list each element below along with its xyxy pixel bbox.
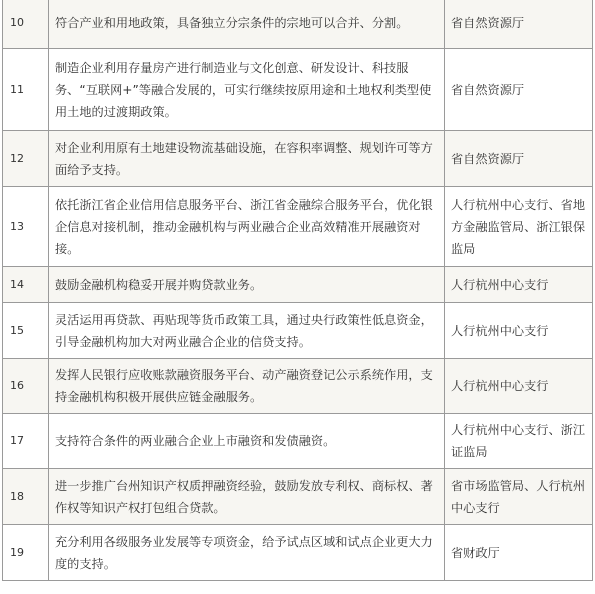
table-row	[3, 359, 593, 414]
row-number: 18	[3, 469, 49, 525]
task-cell: 对企业利用原有土地建设物流基础设施，在容积率调整、规划许可等方面给予支持。	[49, 131, 445, 187]
table-row	[3, 49, 593, 131]
department-cell: 人行杭州中心支行	[445, 267, 593, 303]
row-number: 19	[3, 525, 49, 581]
department-cell: 省自然资源厅	[445, 131, 593, 187]
row-number: 16	[3, 359, 49, 414]
department-cell: 省自然资源厅	[445, 0, 593, 49]
task-cell: 充分利用各级服务业发展等专项资金，给予试点区域和试点企业更大力度的支持。	[49, 525, 445, 581]
task-cell: 依托浙江省企业信用信息服务平台、浙江省金融综合服务平台，优化银企信息对接机制，推动金融机构与两业融合企业高效精准开展融资对接。	[49, 187, 445, 267]
task-cell: 灵活运用再贷款、再贴现等货币政策工具，通过央行政策性低息资金，引导金融机构加大对两业融合企业的信贷支持。	[49, 303, 445, 359]
task-cell: 制造企业利用存量房产进行制造业与文化创意、研发设计、科技服务、“互联网+”等融合发展的，可实行继续按原用途和土地权利类型使用土地的过渡期政策。	[49, 49, 445, 131]
table-row	[3, 0, 593, 49]
row-number: 15	[3, 303, 49, 359]
department-cell: 人行杭州中心支行	[445, 359, 593, 414]
department-cell: 人行杭州中心支行、省地方金融监管局、浙江银保监局	[445, 187, 593, 267]
row-number: 10	[3, 0, 49, 49]
task-cell: 进一步推广台州知识产权质押融资经验，鼓励发放专利权、商标权、著作权等知识产权打包组合贷款。	[49, 469, 445, 525]
row-number: 17	[3, 414, 49, 469]
table-row	[3, 267, 593, 303]
row-number: 13	[3, 187, 49, 267]
table-row	[3, 525, 593, 581]
row-number: 14	[3, 267, 49, 303]
department-cell: 省自然资源厅	[445, 49, 593, 131]
department-cell: 人行杭州中心支行、浙江证监局	[445, 414, 593, 469]
department-cell: 省市场监管局、人行杭州中心支行	[445, 469, 593, 525]
table-row	[3, 414, 593, 469]
task-cell: 发挥人民银行应收账款融资服务平台、动产融资登记公示系统作用，支持金融机构积极开展供应链金融服务。	[49, 359, 445, 414]
table-row	[3, 303, 593, 359]
table-row	[3, 469, 593, 525]
row-number: 11	[3, 49, 49, 131]
table-row	[3, 131, 593, 187]
task-cell: 支持符合条件的两业融合企业上市融资和发债融资。	[49, 414, 445, 469]
department-cell: 省财政厅	[445, 525, 593, 581]
department-cell: 人行杭州中心支行	[445, 303, 593, 359]
table-row	[3, 187, 593, 267]
task-cell: 鼓励金融机构稳妥开展并购贷款业务。	[49, 267, 445, 303]
task-cell: 符合产业和用地政策，具备独立分宗条件的宗地可以合并、分割。	[49, 0, 445, 49]
policy-table	[2, 0, 593, 581]
row-number: 12	[3, 131, 49, 187]
